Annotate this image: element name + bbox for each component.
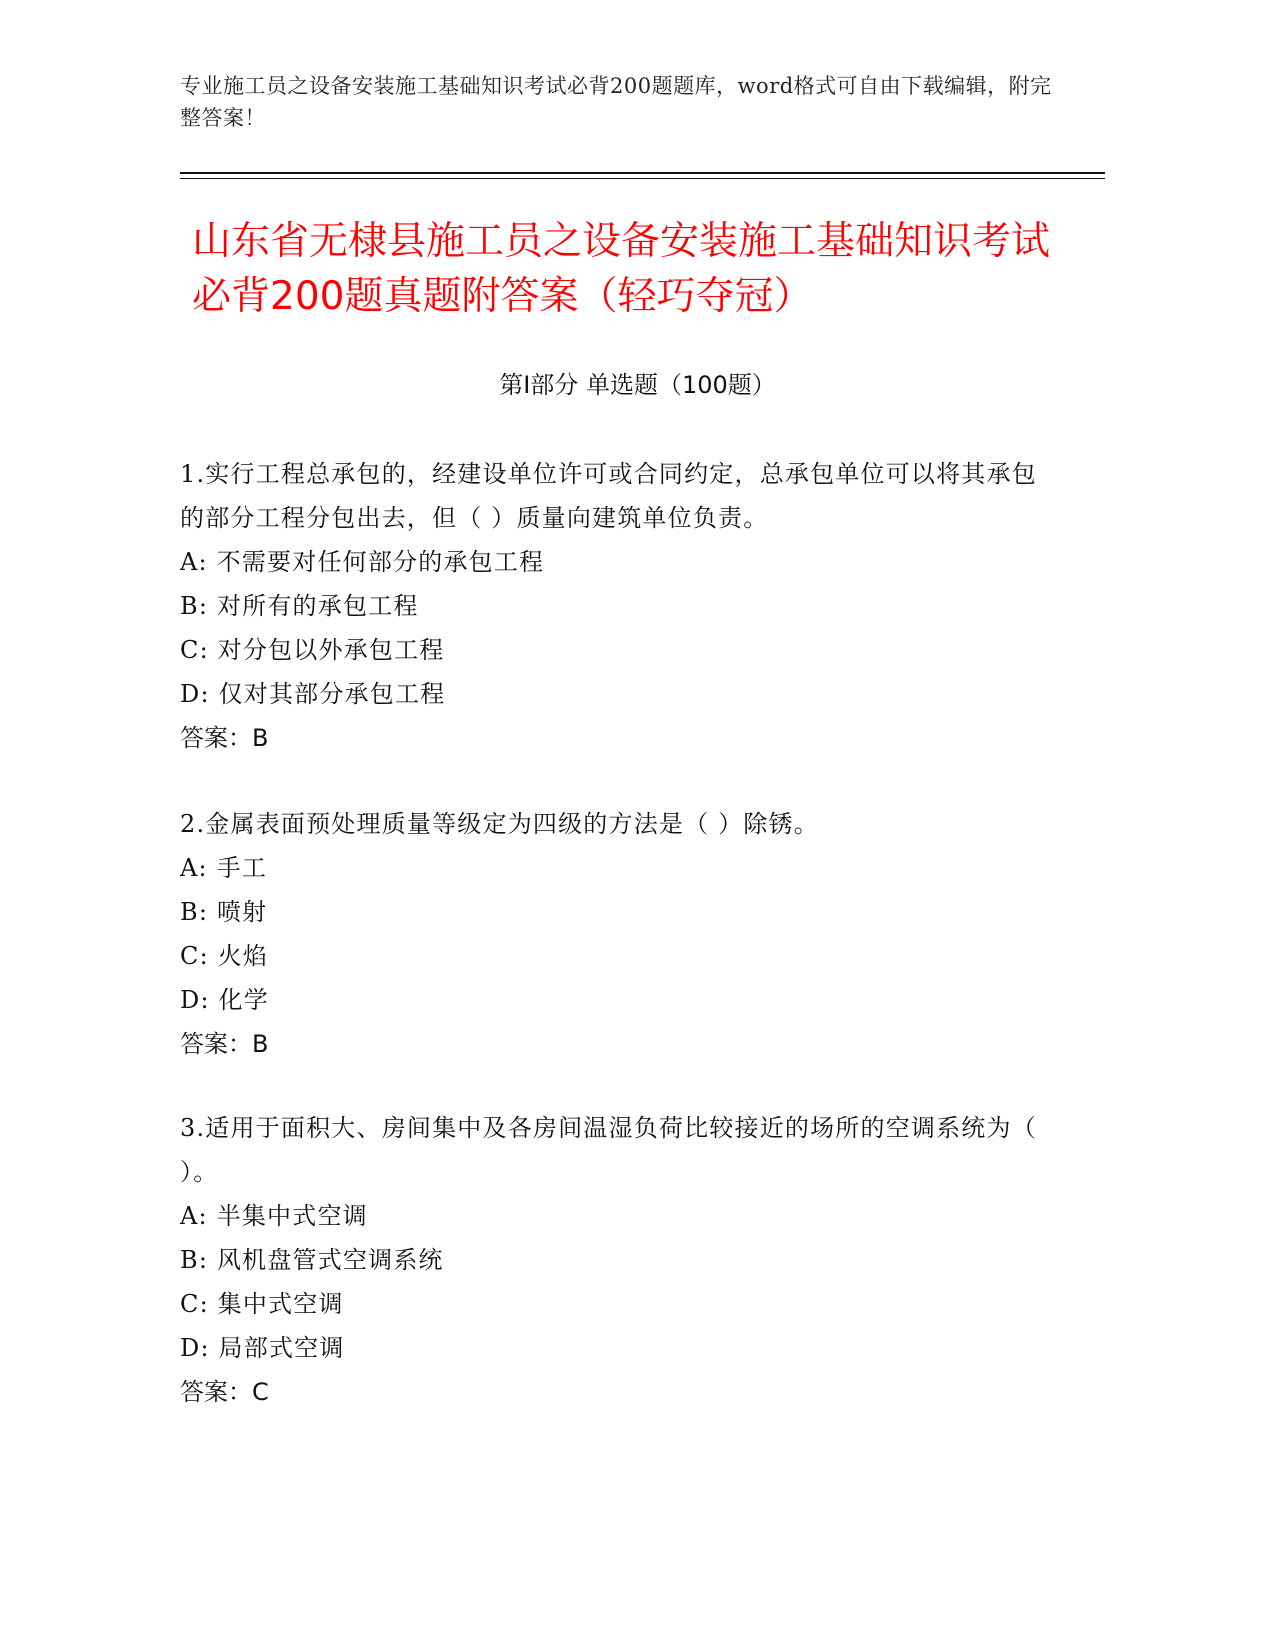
option-b: B: 对所有的承包工程 (180, 592, 419, 620)
question-stem: 3.适用于面积大、房间集中及各房间温湿负荷比较接近的场所的空调系统为（ ）。 (180, 1114, 1037, 1186)
document-title: 山东省无棣县施工员之设备安装施工基础知识考试必背200题真题附答案（轻巧夺冠） (192, 219, 1051, 319)
answer: 答案：B (180, 724, 269, 752)
option-d: D: 仅对其部分承包工程 (180, 680, 446, 708)
header-rule-thin (180, 178, 1105, 179)
option-d: D: 化学 (180, 986, 269, 1014)
answer: 答案：B (180, 1030, 269, 1058)
question-3 (180, 1106, 1060, 1414)
answer: 答案：C (180, 1378, 269, 1406)
question-stem: 1.实行工程总承包的，经建设单位许可或合同约定，总承包单位可以将其承包的部分工程分包出去，但（ ）质量向建筑单位负责。 (180, 460, 1037, 532)
option-d: D: 局部式空调 (180, 1334, 345, 1362)
header-note: 专业施工员之设备安装施工基础知识考试必背200题题库，word格式可自由下载编辑，附完整答案！ (180, 74, 1052, 130)
question-1 (180, 452, 1060, 760)
question-stem: 2.金属表面预处理质量等级定为四级的方法是（ ）除锈。 (180, 810, 819, 838)
section-title: 第Ⅰ部分 单选题（100题） (499, 371, 776, 399)
option-b: B: 风机盘管式空调系统 (180, 1246, 444, 1274)
header-rule-thick (180, 172, 1105, 174)
option-c: C: 集中式空调 (180, 1290, 344, 1318)
option-c: C: 火焰 (180, 942, 269, 970)
option-b: B: 喷射 (180, 898, 268, 926)
question-2 (180, 802, 1060, 1066)
option-a: A: 手工 (180, 854, 268, 882)
option-c: C: 对分包以外承包工程 (180, 636, 445, 664)
option-a: A: 不需要对任何部分的承包工程 (180, 548, 545, 576)
option-a: A: 半集中式空调 (180, 1202, 368, 1230)
